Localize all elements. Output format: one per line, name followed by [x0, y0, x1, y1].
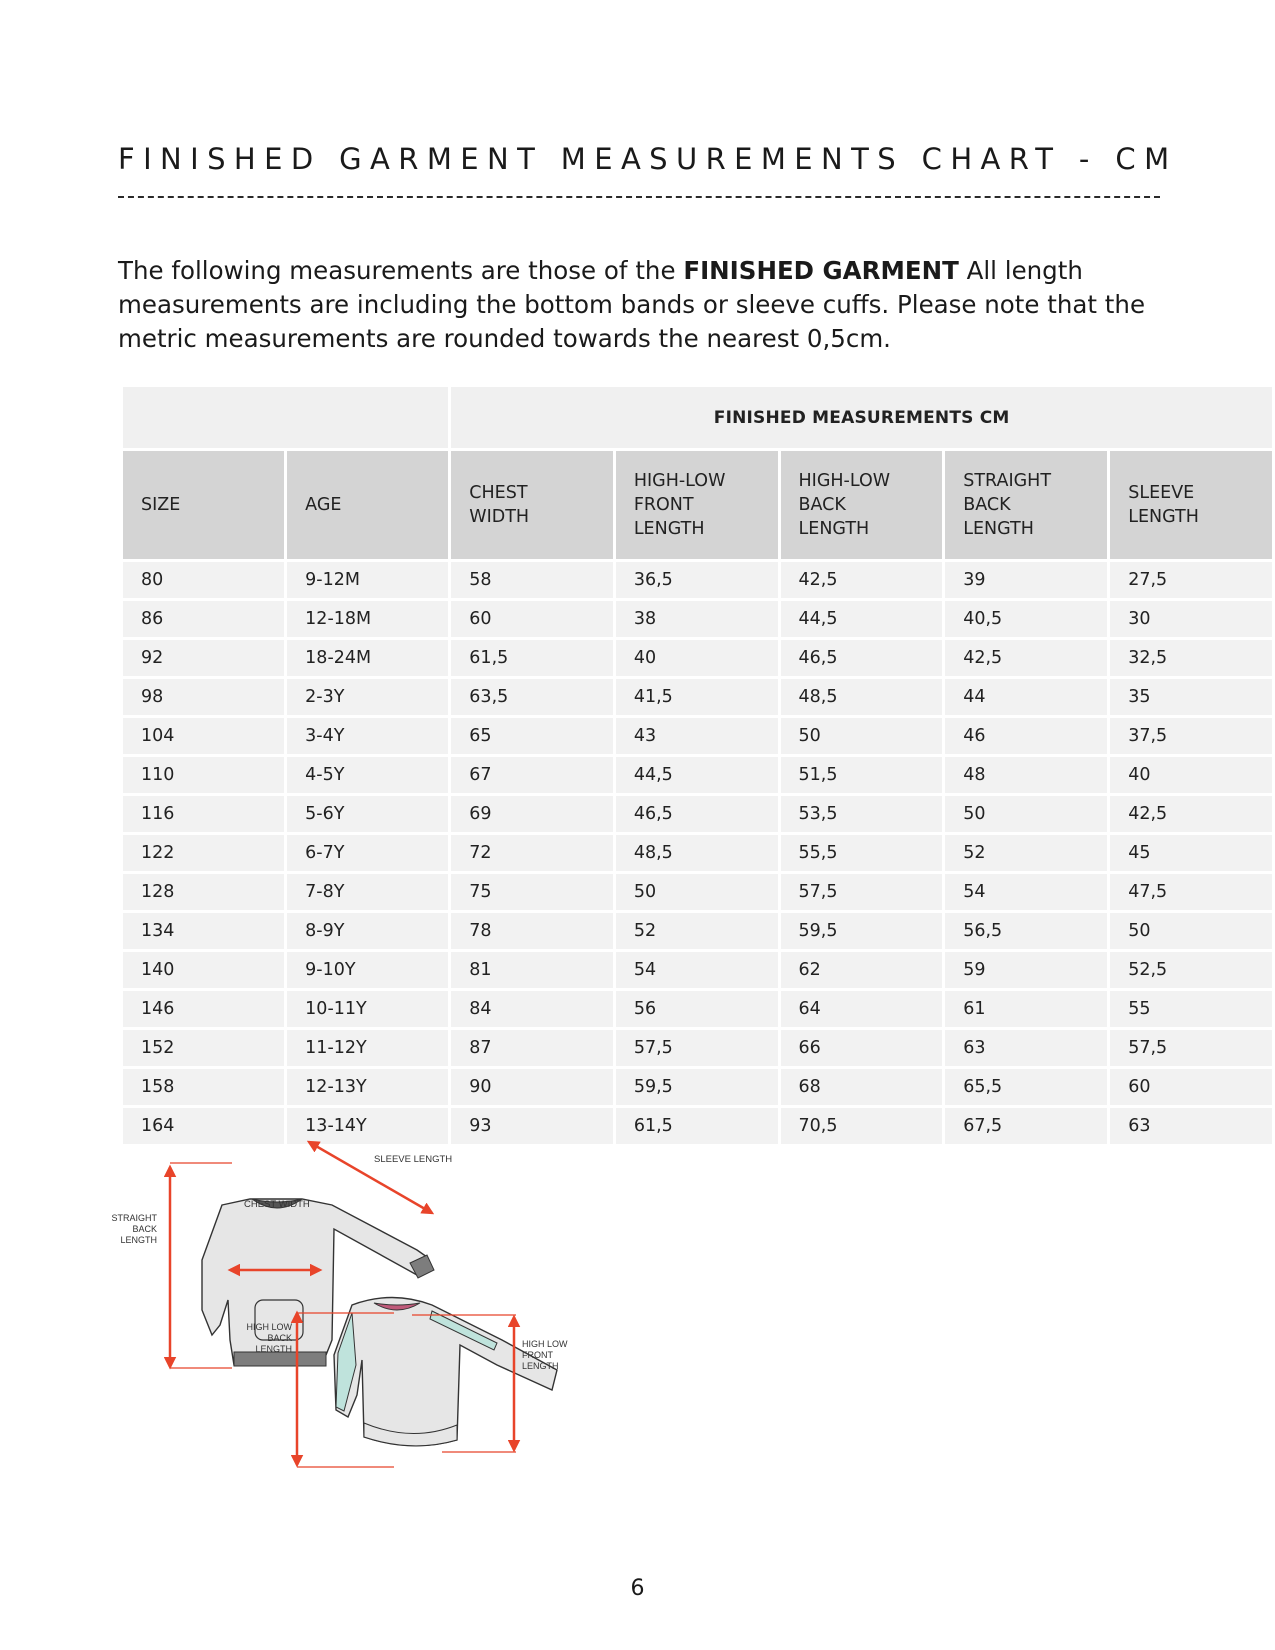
- column-header: [781, 451, 943, 559]
- table-cell: 70,5: [781, 1108, 943, 1144]
- table-cell: 58: [451, 562, 613, 598]
- table-cell: 61: [945, 991, 1107, 1027]
- table-cell: 59,5: [616, 1069, 778, 1105]
- page-title: FINISHED GARMENT MEASUREMENTS CHART - CM: [118, 142, 1178, 176]
- table-cell: 42,5: [945, 640, 1107, 676]
- table-cell: 75: [451, 874, 613, 910]
- column-header-line: HIGH-LOW: [633, 471, 726, 491]
- table-cell: 44: [945, 679, 1107, 715]
- column-header-line: LENGTH: [798, 519, 870, 539]
- table-cell: 57,5: [1110, 1030, 1272, 1066]
- table-cell: 45: [1110, 835, 1272, 871]
- table-cell: 46,5: [781, 640, 943, 676]
- table-row: [123, 562, 1272, 598]
- table-cell: 72: [451, 835, 613, 871]
- table-row: [123, 1108, 1272, 1144]
- table-row: [123, 1069, 1272, 1105]
- table-cell: 40: [1110, 757, 1272, 793]
- table-cell: 64: [781, 991, 943, 1027]
- table-cell: 86: [123, 601, 284, 637]
- table-row: [123, 796, 1272, 832]
- table-cell: 41,5: [616, 679, 778, 715]
- table-cell: 48,5: [616, 835, 778, 871]
- table-cell: 63: [1110, 1108, 1272, 1144]
- table-cell: 51,5: [781, 757, 943, 793]
- table-cell: 5-6Y: [287, 796, 448, 832]
- table-header-blank: [123, 387, 448, 448]
- column-header: [1110, 451, 1272, 559]
- table-cell: 42,5: [781, 562, 943, 598]
- table-cell: 50: [1110, 913, 1272, 949]
- column-header-line: FRONT: [633, 495, 694, 515]
- table-cell: 84: [451, 991, 613, 1027]
- table-cell: 36,5: [616, 562, 778, 598]
- table-cell: 52,5: [1110, 952, 1272, 988]
- table-cell: 30: [1110, 601, 1272, 637]
- table-cell: 10-11Y: [287, 991, 448, 1027]
- table-cell: 55,5: [781, 835, 943, 871]
- table-cell: 32,5: [1110, 640, 1272, 676]
- table-cell: 35: [1110, 679, 1272, 715]
- table-cell: 44,5: [616, 757, 778, 793]
- table-cell: 146: [123, 991, 284, 1027]
- column-header-line: HIGH-LOW: [798, 471, 891, 491]
- table-cell: 50: [616, 874, 778, 910]
- table-cell: 67,5: [945, 1108, 1107, 1144]
- table-cell: 60: [1110, 1069, 1272, 1105]
- label-high-low-front-length-2: FRONT: [522, 1350, 553, 1360]
- label-high-low-back-length-2: BACK: [267, 1333, 292, 1343]
- table-cell: 61,5: [451, 640, 613, 676]
- intro-text-after: All length measurements are including the bottom bands or sleeve cuffs. Please note that the metric measurements are rounded towards the nearest 0,5cm.: [118, 256, 1146, 353]
- table-cell: 69: [451, 796, 613, 832]
- table-cell: 7-8Y: [287, 874, 448, 910]
- table-cell: 53,5: [781, 796, 943, 832]
- table-cell: 46,5: [616, 796, 778, 832]
- table-cell: 116: [123, 796, 284, 832]
- table-cell: 47,5: [1110, 874, 1272, 910]
- table-cell: 60: [451, 601, 613, 637]
- table-cell: 6-7Y: [287, 835, 448, 871]
- column-header-line: SLEEVE: [1128, 483, 1195, 503]
- column-header: [287, 451, 448, 559]
- table-cell: 61,5: [616, 1108, 778, 1144]
- table-row: [123, 757, 1272, 793]
- sleeve-length-arrow: [309, 1142, 432, 1213]
- table-cell: 11-12Y: [287, 1030, 448, 1066]
- table-cell: 44,5: [781, 601, 943, 637]
- table-cell: 2-3Y: [287, 679, 448, 715]
- table-cell: 48,5: [781, 679, 943, 715]
- intro-paragraph: [118, 254, 1178, 356]
- table-cell: 90: [451, 1069, 613, 1105]
- table-row: [123, 601, 1272, 637]
- table-cell: 134: [123, 913, 284, 949]
- table-group-header: FINISHED MEASUREMENTS CM: [451, 387, 1272, 448]
- table-cell: 12-18M: [287, 601, 448, 637]
- table-cell: 68: [781, 1069, 943, 1105]
- table-cell: 4-5Y: [287, 757, 448, 793]
- column-header: [945, 451, 1107, 559]
- label-straight-back-length-3: LENGTH: [120, 1235, 157, 1245]
- table-cell: 98: [123, 679, 284, 715]
- column-header-line: STRAIGHT: [963, 471, 1052, 491]
- table-cell: 59: [945, 952, 1107, 988]
- table-cell: 42,5: [1110, 796, 1272, 832]
- table-row: [123, 718, 1272, 754]
- column-header-line: WIDTH: [469, 507, 530, 527]
- table-cell: 39: [945, 562, 1107, 598]
- table-cell: 38: [616, 601, 778, 637]
- column-header: [616, 451, 778, 559]
- table-cell: 59,5: [781, 913, 943, 949]
- table-row: [123, 991, 1272, 1027]
- table-cell: 56: [616, 991, 778, 1027]
- table-cell: 81: [451, 952, 613, 988]
- table-cell: 48: [945, 757, 1107, 793]
- table-cell: 140: [123, 952, 284, 988]
- table-cell: 18-24M: [287, 640, 448, 676]
- table-row: [123, 1030, 1272, 1066]
- garment-diagram: [111, 1154, 612, 1485]
- label-high-low-front-length-1: HIGH LOW: [522, 1339, 568, 1349]
- table-column-header-row: [123, 451, 1272, 559]
- table-row: [123, 952, 1272, 988]
- dashed-divider: [118, 196, 1160, 198]
- table-cell: 55: [1110, 991, 1272, 1027]
- table-cell: 52: [945, 835, 1107, 871]
- table-cell: 78: [451, 913, 613, 949]
- label-high-low-back-length-3: LENGTH: [255, 1344, 292, 1354]
- table-cell: 43: [616, 718, 778, 754]
- table-cell: 164: [123, 1108, 284, 1144]
- table-cell: 92: [123, 640, 284, 676]
- table-cell: 66: [781, 1030, 943, 1066]
- table-cell: 57,5: [781, 874, 943, 910]
- table-cell: 9-12M: [287, 562, 448, 598]
- table-row: [123, 640, 1272, 676]
- column-header-line: LENGTH: [963, 519, 1034, 539]
- table-cell: 93: [451, 1108, 613, 1144]
- column-header: [451, 451, 613, 559]
- label-chest-width: CHEST WIDTH: [244, 1199, 310, 1210]
- sweater-front-illustration: [334, 1298, 557, 1446]
- table-body: [123, 562, 1272, 1144]
- column-header-line: LENGTH: [1128, 507, 1199, 527]
- table-cell: 37,5: [1110, 718, 1272, 754]
- table-cell: 9-10Y: [287, 952, 448, 988]
- table-row: [123, 913, 1272, 949]
- table-cell: 40: [616, 640, 778, 676]
- label-high-low-back-length-1: HIGH LOW: [246, 1322, 292, 1332]
- table-cell: 54: [945, 874, 1107, 910]
- table-cell: 3-4Y: [287, 718, 448, 754]
- label-sleeve-length: SLEEVE LENGTH: [374, 1154, 453, 1165]
- table-group-header-row: [123, 387, 1272, 448]
- table-cell: 57,5: [616, 1030, 778, 1066]
- table-cell: 27,5: [1110, 562, 1272, 598]
- table-cell: 158: [123, 1069, 284, 1105]
- table-cell: 46: [945, 718, 1107, 754]
- table-cell: 8-9Y: [287, 913, 448, 949]
- column-header-line: BACK: [798, 495, 846, 515]
- table-cell: 104: [123, 718, 284, 754]
- column-header-line: LENGTH: [633, 519, 705, 539]
- table-cell: 40,5: [945, 601, 1107, 637]
- column-header: [123, 451, 284, 559]
- label-high-low-front-length-3: LENGTH: [522, 1361, 559, 1371]
- table-row: [123, 835, 1272, 871]
- table-cell: 65,5: [945, 1069, 1107, 1105]
- table-cell: 13-14Y: [287, 1108, 448, 1144]
- table-cell: 122: [123, 835, 284, 871]
- table-cell: 63,5: [451, 679, 613, 715]
- table-row: [123, 679, 1272, 715]
- column-header-line: BACK: [963, 495, 1011, 515]
- column-header-line: SIZE: [141, 495, 181, 515]
- table-cell: 110: [123, 757, 284, 793]
- table-cell: 63: [945, 1030, 1107, 1066]
- label-straight-back-length-2: BACK: [132, 1224, 157, 1234]
- column-header-line: AGE: [305, 495, 342, 515]
- measurements-table: [120, 384, 1275, 1147]
- table-cell: 54: [616, 952, 778, 988]
- table-cell: 80: [123, 562, 284, 598]
- table-cell: 12-13Y: [287, 1069, 448, 1105]
- table-cell: 52: [616, 913, 778, 949]
- table-cell: 50: [945, 796, 1107, 832]
- table-cell: 152: [123, 1030, 284, 1066]
- page-number: 6: [630, 1576, 645, 1601]
- column-header-line: CHEST: [469, 483, 528, 503]
- table-cell: 65: [451, 718, 613, 754]
- label-straight-back-length-1: STRAIGHT: [111, 1213, 157, 1223]
- intro-text-bold: FINISHED GARMENT: [683, 256, 959, 285]
- table-cell: 67: [451, 757, 613, 793]
- intro-text-before: The following measurements are those of the: [118, 256, 684, 285]
- table-cell: 56,5: [945, 913, 1107, 949]
- table-row: [123, 874, 1272, 910]
- table-cell: 128: [123, 874, 284, 910]
- table-cell: 50: [781, 718, 943, 754]
- table-cell: 62: [781, 952, 943, 988]
- table-cell: 87: [451, 1030, 613, 1066]
